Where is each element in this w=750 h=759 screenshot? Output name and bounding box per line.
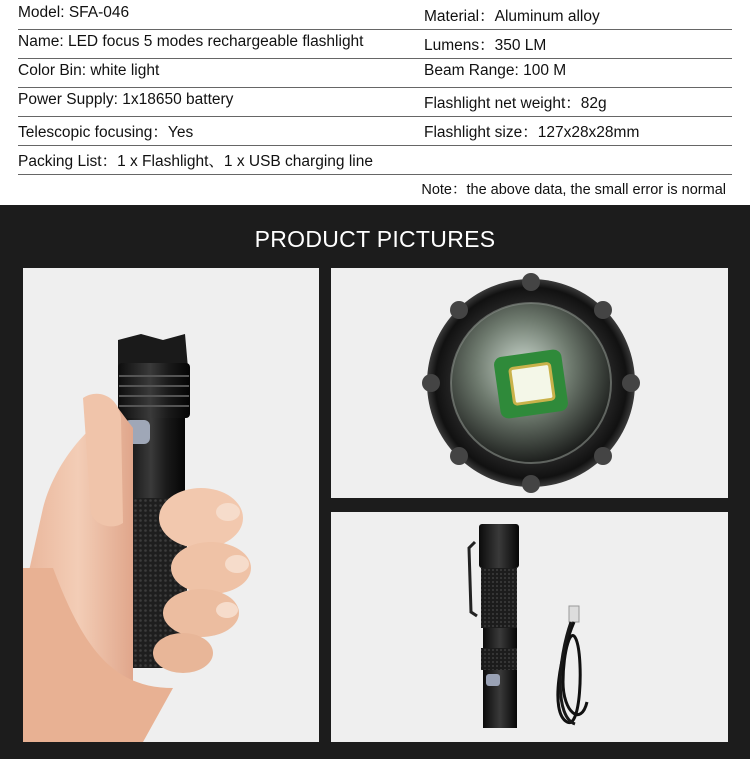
spec-row <box>18 29 732 59</box>
kit-illustration <box>331 512 728 742</box>
spec-net-weight: Flashlight net weight：82g <box>424 95 607 112</box>
spec-packing-list: Packing List：1 x Flashlight、1 x USB charging line <box>18 153 373 170</box>
spec-row <box>18 0 732 30</box>
spec-row <box>18 87 732 117</box>
spec-name: Name: LED focus 5 modes rechargeable flashlight <box>18 33 364 50</box>
spec-lumens: Lumens：350 LM <box>424 37 547 54</box>
lens-illustration <box>331 268 728 498</box>
spec-color-bin: Color Bin: white light <box>18 62 160 79</box>
spec-material: Material：Aluminum alloy <box>424 8 600 25</box>
spec-size: Flashlight size：127x28x28mm <box>424 124 640 141</box>
section-heading: PRODUCT PICTURES <box>254 226 496 252</box>
spec-model: Model: SFA-046 <box>18 4 130 21</box>
spec-focusing: Telescopic focusing：Yes <box>18 124 194 141</box>
spec-table <box>0 0 750 205</box>
photo-hand-holding-flashlight <box>23 268 319 742</box>
spec-note: Note：the above data, the small error is normal <box>421 182 726 198</box>
hand-flashlight-illustration <box>23 268 319 742</box>
spec-row <box>18 145 732 175</box>
photo-flashlight-head-led-closeup <box>331 268 728 498</box>
spec-beam-range: Beam Range: 100 M <box>424 62 567 79</box>
spec-row <box>18 58 732 88</box>
photo-flashlight-with-usb-cable <box>331 512 728 742</box>
spec-power-supply: Power Supply: 1x18650 battery <box>18 91 234 108</box>
spec-row <box>18 116 732 146</box>
